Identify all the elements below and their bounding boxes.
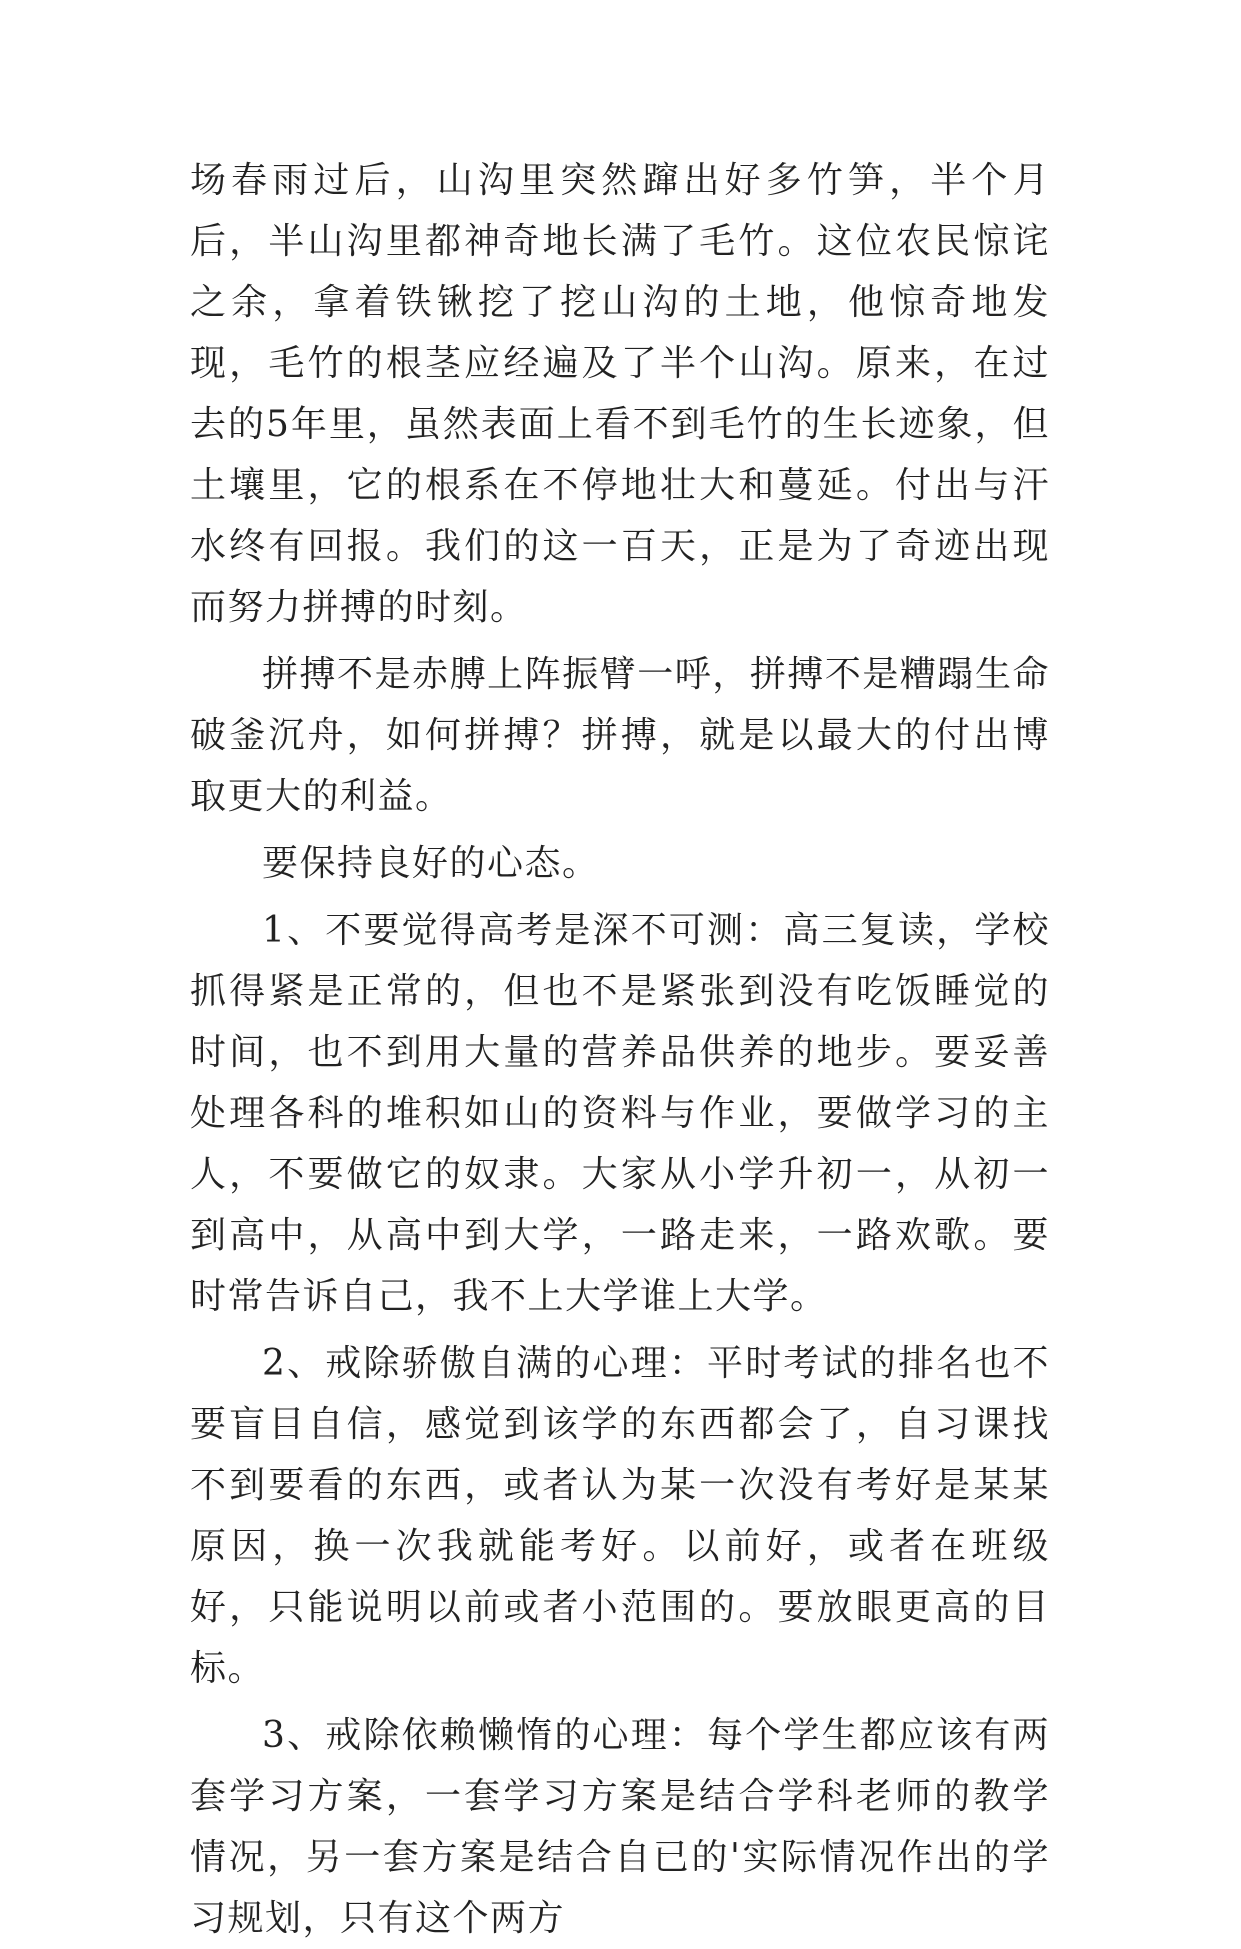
paragraph-struggle: 拼搏不是赤膊上阵振臂一呼，拼搏不是糟蹋生命破釜沉舟，如何拼搏？拼搏，就是以最大的付出博取更大的利益。 (190, 654, 1050, 817)
paragraph-point-1: 1、不要觉得高考是深不可测：高三复读，学校抓得紧是正常的，但也不是紧张到没有吃饭睡觉的时间，也不到用大量的营养品供养的地步。要妥善处理各科的堆积如山的资料与作业，要做学习的主人，不要做它的奴隶。大家从小学升初一，从初一到高中，从高中到大学，一路走来，一路欢歌。要时常告诉自己，我不上大学谁上大学。 (190, 910, 1050, 1317)
paragraph-mindset: 要保持良好的心态。 (262, 843, 600, 884)
document-body (190, 150, 1050, 1949)
paragraph-continued: 场春雨过后，山沟里突然蹿出好多竹笋，半个月后，半山沟里都神奇地长满了毛竹。这位农民惊诧之余，拿着铁锹挖了挖山沟的土地，他惊奇地发现，毛竹的根茎应经遍及了半个山沟。原来，在过去的5年里，虽然表面上看不到毛竹的生长迹象，但土壤里，它的根系在不停地壮大和蔓延。付出与汗水终有回报。我们的这一百天，正是为了奇迹出现而努力拼搏的时刻。 (190, 160, 1050, 628)
paragraph-point-3: 3、戒除依赖懒惰的心理：每个学生都应该有两套学习方案，一套学习方案是结合学科老师的教学情况，另一套方案是结合自已的'实际情况作出的学习规划，只有这个两方 (190, 1715, 1050, 1939)
paragraph-point-2: 2、戒除骄傲自满的心理：平时考试的排名也不要盲目自信，感觉到该学的东西都会了，自习课找不到要看的东西，或者认为某一次没有考好是某某原因，换一次我就能考好。以前好，或者在班级好，只能说明以前或者小范围的。要放眼更高的目标。 (190, 1343, 1050, 1689)
